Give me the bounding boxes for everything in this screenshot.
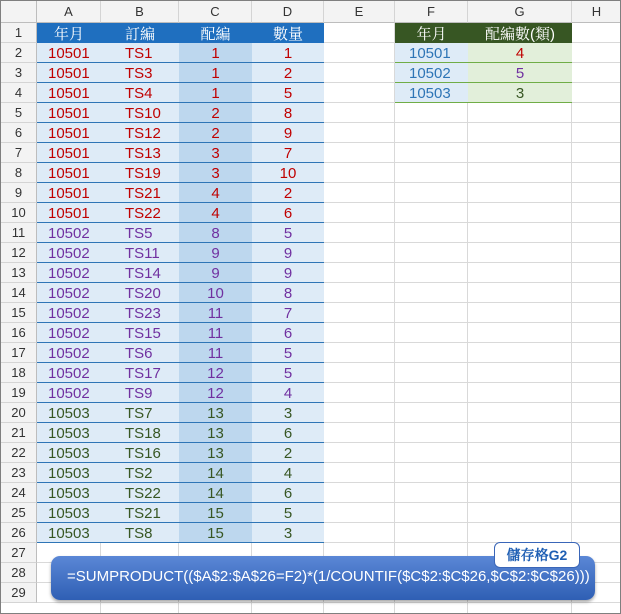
row-header-5[interactable]: 5 — [1, 103, 37, 123]
table-cell[interactable]: 10503 — [48, 464, 90, 482]
table-cell[interactable]: 5 — [283, 364, 293, 382]
table-cell[interactable]: 6 — [283, 204, 293, 222]
table-cell[interactable]: 10503 — [48, 524, 90, 542]
table-cell[interactable]: 10502 — [48, 264, 90, 282]
formula-text: =SUMPRODUCT(($A$2:$A$26=F2)*(1/COUNTIF($C$2:$C$26,$C$2:$C$26))) — [67, 568, 590, 585]
row-header-10[interactable]: 10 — [1, 203, 37, 223]
table-cell[interactable]: 9 — [283, 244, 293, 262]
table-cell[interactable]: 14 — [207, 484, 224, 502]
table-cell[interactable]: 13 — [207, 404, 224, 422]
summary-header-cell[interactable]: 年月 — [395, 23, 468, 43]
table-cell[interactable]: 9 — [283, 124, 293, 142]
table-cell[interactable]: 1 — [283, 44, 293, 62]
main-header-cell[interactable]: 配編 — [179, 23, 252, 43]
table-cell[interactable]: 13 — [207, 444, 224, 462]
table-cell[interactable]: TS1 — [125, 44, 153, 62]
row-header-24[interactable]: 24 — [1, 483, 37, 503]
table-cell[interactable]: 9 — [283, 264, 293, 282]
table-cell[interactable]: 10501 — [48, 204, 90, 222]
table-cell[interactable]: 11 — [207, 324, 224, 342]
summary-cell[interactable]: 10503 — [409, 84, 451, 102]
table-cell[interactable]: 5 — [283, 504, 293, 522]
table-cell[interactable]: TS2 — [125, 464, 153, 482]
table-cell[interactable]: TS20 — [125, 284, 161, 302]
table-cell[interactable]: 9 — [211, 264, 220, 282]
table-cell[interactable]: 6 — [283, 484, 293, 502]
table-cell[interactable]: 4 — [283, 384, 293, 402]
table-cell[interactable]: 6 — [283, 324, 293, 342]
table-cell[interactable]: 8 — [283, 284, 293, 302]
table-cell[interactable]: 10502 — [48, 364, 90, 382]
grid-line — [571, 23, 572, 613]
table-cell[interactable]: 3 — [211, 144, 220, 162]
table-cell[interactable]: 4 — [211, 184, 220, 202]
column-header-b[interactable]: B — [101, 1, 179, 23]
column-header-g[interactable]: G — [468, 1, 572, 23]
table-cell[interactable]: 10501 — [48, 144, 90, 162]
table-cell[interactable]: TS6 — [125, 344, 153, 362]
table-cell[interactable]: 3 — [283, 524, 293, 542]
table-cell[interactable]: 3 — [283, 404, 293, 422]
table-cell[interactable]: 8 — [283, 104, 293, 122]
table-cell[interactable]: TS7 — [125, 404, 153, 422]
grid-line — [467, 23, 468, 613]
table-cell[interactable]: 2 — [283, 184, 293, 202]
row-header-20[interactable]: 20 — [1, 403, 37, 423]
table-cell[interactable]: TS5 — [125, 224, 153, 242]
row-header-21[interactable]: 21 — [1, 423, 37, 443]
summary-cell[interactable]: 4 — [515, 44, 525, 62]
table-cell[interactable]: 1 — [211, 44, 220, 62]
column-header-h[interactable]: H — [572, 1, 621, 23]
table-cell[interactable]: TS19 — [125, 164, 161, 182]
table-cell[interactable]: 1 — [211, 64, 220, 82]
table-cell[interactable]: TS21 — [125, 504, 161, 522]
main-header-cell[interactable]: 數量 — [252, 23, 324, 43]
table-cell[interactable]: 10501 — [48, 184, 90, 202]
row-header-26[interactable]: 26 — [1, 523, 37, 543]
summary-cell[interactable]: 3 — [515, 84, 525, 102]
table-cell[interactable]: 2 — [283, 64, 293, 82]
table-cell[interactable]: TS22 — [125, 204, 161, 222]
grid-line — [394, 23, 395, 613]
table-cell[interactable]: 10501 — [48, 124, 90, 142]
table-cell[interactable]: 10503 — [48, 444, 90, 462]
summary-header-cell[interactable]: 配編數(類) — [468, 23, 572, 43]
table-cell[interactable]: 9 — [211, 244, 220, 262]
table-cell[interactable]: 10503 — [48, 484, 90, 502]
table-cell[interactable]: 10501 — [48, 164, 90, 182]
table-cell[interactable]: 10501 — [48, 44, 90, 62]
grid-line — [37, 602, 620, 603]
table-cell[interactable]: TS17 — [125, 364, 161, 382]
main-header-cell[interactable]: 訂編 — [101, 23, 179, 43]
row-header-16[interactable]: 16 — [1, 323, 37, 343]
row-header-11[interactable]: 11 — [1, 223, 37, 243]
row-header-6[interactable]: 6 — [1, 123, 37, 143]
table-cell[interactable]: 2 — [211, 104, 220, 122]
row-header-19[interactable]: 19 — [1, 383, 37, 403]
row-header-14[interactable]: 14 — [1, 283, 37, 303]
table-cell[interactable]: TS18 — [125, 424, 161, 442]
row-header-8[interactable]: 8 — [1, 163, 37, 183]
table-cell[interactable]: 4 — [283, 464, 293, 482]
select-all-corner[interactable] — [1, 1, 37, 23]
row-header-2[interactable]: 2 — [1, 43, 37, 63]
formula-cell-tag: 儲存格G2 — [494, 542, 580, 568]
row-header-3[interactable]: 3 — [1, 63, 37, 83]
row-header-29[interactable]: 29 — [1, 583, 37, 603]
table-cell[interactable]: TS13 — [125, 144, 161, 162]
table-cell[interactable]: 7 — [283, 144, 293, 162]
table-cell[interactable]: 4 — [211, 204, 220, 222]
row-header-23[interactable]: 23 — [1, 463, 37, 483]
table-cell[interactable]: 10502 — [48, 324, 90, 342]
table-cell[interactable]: 10502 — [48, 244, 90, 262]
table-cell[interactable]: 11 — [207, 304, 224, 322]
table-cell[interactable]: 10 — [279, 164, 297, 182]
main-header-cell[interactable]: 年月 — [37, 23, 101, 43]
table-cell[interactable]: 15 — [207, 504, 224, 522]
row-header-17[interactable]: 17 — [1, 343, 37, 363]
row-header-12[interactable]: 12 — [1, 243, 37, 263]
column-header-e[interactable]: E — [324, 1, 395, 23]
table-cell[interactable]: TS10 — [125, 104, 161, 122]
table-cell[interactable]: 12 — [207, 384, 224, 402]
row-header-27[interactable]: 27 — [1, 543, 37, 563]
table-cell[interactable]: 10503 — [48, 424, 90, 442]
table-cell[interactable]: 10502 — [48, 304, 90, 322]
table-cell[interactable]: 10 — [207, 284, 224, 302]
table-cell[interactable]: 6 — [283, 424, 293, 442]
summary-cell[interactable]: 10502 — [409, 64, 451, 82]
table-cell[interactable]: 12 — [207, 364, 224, 382]
row-header-1[interactable]: 1 — [1, 23, 37, 43]
table-cell[interactable]: TS15 — [125, 324, 161, 342]
table-cell[interactable]: 8 — [211, 224, 220, 242]
table-cell[interactable]: 10502 — [48, 344, 90, 362]
table-cell[interactable]: 10501 — [48, 84, 90, 102]
table-cell[interactable]: 13 — [207, 424, 224, 442]
table-cell[interactable]: TS4 — [125, 84, 153, 102]
row-header-25[interactable]: 25 — [1, 503, 37, 523]
table-cell[interactable]: 2 — [211, 124, 220, 142]
table-cell[interactable]: TS16 — [125, 444, 161, 462]
table-cell[interactable]: 5 — [283, 344, 293, 362]
table-cell[interactable]: 10501 — [48, 104, 90, 122]
row-header-22[interactable]: 22 — [1, 443, 37, 463]
column-header-c[interactable]: C — [179, 1, 252, 23]
table-cell[interactable]: 10501 — [48, 64, 90, 82]
table-cell[interactable]: TS14 — [125, 264, 161, 282]
table-cell[interactable]: TS11 — [125, 244, 160, 262]
table-cell[interactable]: 5 — [283, 84, 293, 102]
table-cell[interactable]: TS9 — [125, 384, 153, 402]
table-cell[interactable]: 11 — [207, 344, 224, 362]
table-cell[interactable]: 14 — [207, 464, 224, 482]
summary-cell[interactable]: 5 — [515, 64, 525, 82]
table-cell[interactable]: 10502 — [48, 224, 90, 242]
row-header-18[interactable]: 18 — [1, 363, 37, 383]
row-header-4[interactable]: 4 — [1, 83, 37, 103]
table-cell[interactable]: 10503 — [48, 504, 90, 522]
table-cell[interactable]: TS23 — [125, 304, 161, 322]
column-header-f[interactable]: F — [395, 1, 468, 23]
table-cell[interactable]: TS12 — [125, 124, 161, 142]
table-cell[interactable]: 5 — [283, 224, 293, 242]
table-cell[interactable]: 10502 — [48, 284, 90, 302]
column-header-d[interactable]: D — [252, 1, 324, 23]
table-cell[interactable]: 1 — [211, 84, 220, 102]
row-header-13[interactable]: 13 — [1, 263, 37, 283]
table-cell[interactable]: TS21 — [125, 184, 161, 202]
table-cell[interactable]: 10502 — [48, 384, 90, 402]
table-cell[interactable]: 15 — [207, 524, 224, 542]
table-cell[interactable]: 3 — [211, 164, 220, 182]
table-cell[interactable]: TS3 — [125, 64, 153, 82]
column-header-a[interactable]: A — [37, 1, 101, 23]
table-cell[interactable]: TS8 — [125, 524, 153, 542]
table-cell[interactable]: 7 — [283, 304, 293, 322]
table-cell[interactable]: TS22 — [125, 484, 161, 502]
row-header-9[interactable]: 9 — [1, 183, 37, 203]
row-header-15[interactable]: 15 — [1, 303, 37, 323]
row-header-28[interactable]: 28 — [1, 563, 37, 583]
table-cell[interactable]: 10503 — [48, 404, 90, 422]
table-cell[interactable]: 2 — [283, 444, 293, 462]
summary-cell[interactable]: 10501 — [409, 44, 451, 62]
row-header-7[interactable]: 7 — [1, 143, 37, 163]
